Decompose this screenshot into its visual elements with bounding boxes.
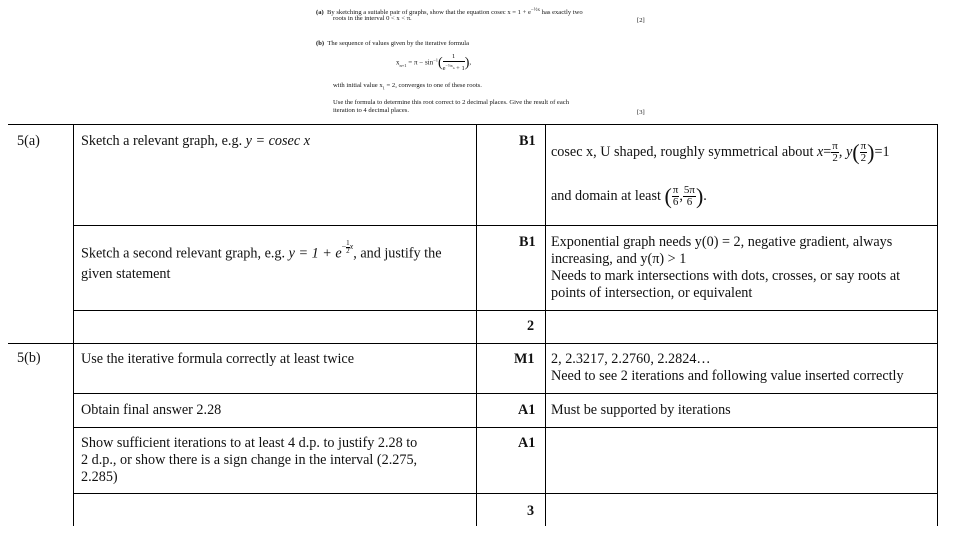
answer-row-3: Use the iterative formula correctly at least twice — [81, 351, 354, 367]
question-b-marks: [3] — [637, 109, 645, 116]
question-a-line1: (a) By sketching a suitable pair of graphs, show that the equation cosec $x = 1 + e^{-\frac{1}{2}x}$ has exactly two — [316, 8, 583, 17]
question-a-marks: [2] — [637, 17, 645, 24]
guidance-row-1b: and domain at least ( $\frac{\pi}{6}$ , $\frac{5\pi}{6}$ ). — [551, 183, 707, 209]
part-a-label: (a) — [316, 9, 324, 17]
question-number-5a: 5(a) — [17, 133, 40, 149]
column-divider — [73, 124, 74, 526]
column-divider — [476, 124, 477, 526]
mark-row-5: A1 — [518, 435, 536, 451]
part-b-label: (b) — [316, 40, 325, 47]
answer-row-5: Show sufficient iterations to at least 4 d.p. to justify 2.28 to 2 d.p., or show there is a sign change in the interval (2.275, 2.285) — [81, 435, 418, 485]
answer-row-2: Sketch a second relevant graph, e.g. $y = 1 + e^{- \frac{1}{2} x}$, and justify the given statement — [81, 238, 442, 282]
iterative-formula: $x_{n+1} = \pi - \sin^{-1}$( $\frac{1}{e^{-\frac{1}{2}x_n} + 1}$ ), — [396, 53, 472, 73]
row-divider — [73, 310, 937, 311]
answer-row-1: Sketch a relevant graph, e.g. y = cosec x — [81, 133, 310, 149]
row-divider — [73, 393, 937, 394]
row-divider — [73, 427, 937, 428]
guidance-row-4: Must be supported by iterations — [551, 402, 731, 418]
row-divider — [73, 493, 937, 494]
mark-row-1: B1 — [519, 133, 536, 149]
total-marks-b: 3 — [527, 503, 535, 519]
guidance-row-1a: cosec x, U shaped, roughly symmetrical about x= $\frac{\pi}{2}$ , y( $\frac{\pi}{2}$ )=1 — [551, 139, 890, 165]
table-top-border — [8, 124, 937, 125]
answer-row-4: Obtain final answer 2.28 — [81, 402, 222, 418]
question-b-line1: (b) The sequence of values given by the iterative formula — [316, 40, 470, 47]
question-b-line3: Use the formula to determine this root correct to 2 decimal places. Give the result of each — [333, 99, 570, 106]
row-divider — [73, 225, 937, 226]
column-divider — [545, 124, 546, 526]
table-right-border — [937, 124, 938, 526]
question-b-line4: iteration to 4 decimal places. — [333, 107, 409, 114]
guidance-row-2: Exponential graph needs y(0) = 2, negative gradient, always increasing, and y(π) > 1 Needs to mark intersections with dots, crosses, or say roots at points of intersection, or equivalent — [551, 234, 901, 301]
total-marks-a: 2 — [527, 318, 535, 334]
question-a-line2: roots in the interval 0 < x < π. — [333, 15, 412, 22]
mark-row-2: B1 — [519, 234, 536, 250]
question-b-line2: with initial value $x_1 = 2$, converges to one of these roots. — [333, 82, 482, 91]
question-number-5b: 5(b) — [17, 350, 41, 366]
mark-row-3: M1 — [514, 351, 535, 367]
section-divider — [8, 343, 937, 344]
mark-row-4: A1 — [518, 402, 536, 418]
guidance-row-3: 2, 2.3217, 2.2760, 2.2824… Need to see 2 iterations and following value inserted correctly — [551, 351, 904, 384]
